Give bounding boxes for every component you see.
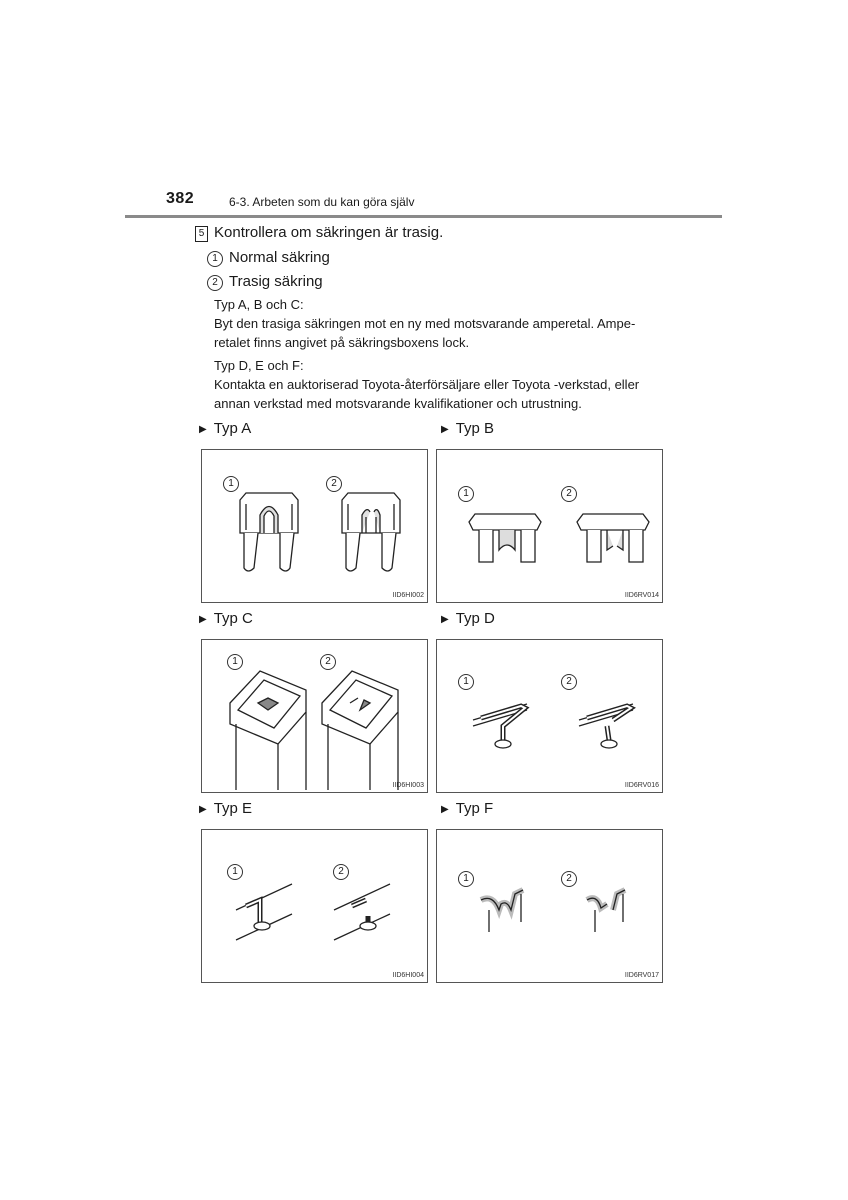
item-normal-fuse (207, 249, 330, 267)
abc-text-line2: retalet finns angivet på säkringsboxens lock. (214, 335, 470, 350)
marker-2: 2 (561, 486, 577, 502)
figure-label-typ-f (441, 800, 493, 817)
figure-code: IID6HI002 (392, 592, 424, 599)
fuse-type-a-illustration (202, 450, 429, 604)
figure-typ-e (201, 829, 428, 983)
figure-label-text: Typ A (213, 420, 252, 437)
marker-1: 1 (227, 864, 243, 880)
def-text-line1: Kontakta en auktoriserad Toyota-återförsäljare eller Toyota -verkstad, eller (214, 377, 640, 392)
step-number-box: 5 (195, 226, 208, 242)
figure-code: IID6RV017 (624, 972, 659, 979)
figure-typ-b (436, 449, 663, 603)
marker-2: 2 (207, 275, 223, 291)
abc-text-line1: Byt den trasiga säkringen mot en ny med motsvarande amperetal. Ampe- (214, 316, 636, 331)
figure-label-typ-b (441, 420, 494, 437)
fuse-type-f-illustration (437, 830, 664, 984)
triangle-bullet-icon: ▶ (441, 614, 449, 625)
fuse-type-b-illustration (437, 450, 664, 604)
figure-label-text: Typ D (455, 610, 495, 627)
abc-heading: Typ A, B och C: (214, 297, 304, 312)
triangle-bullet-icon: ▶ (199, 614, 207, 625)
marker-1: 1 (458, 674, 474, 690)
figure-typ-c (201, 639, 428, 793)
triangle-bullet-icon: ▶ (199, 424, 207, 435)
fuse-type-d-illustration (437, 640, 664, 794)
figure-label-text: Typ E (213, 800, 253, 817)
figure-label-typ-e (199, 800, 252, 817)
marker-2: 2 (320, 654, 336, 670)
item-label: Normal säkring (229, 249, 330, 266)
marker-2: 2 (333, 864, 349, 880)
figure-typ-a (201, 449, 428, 603)
page-number: 382 (166, 190, 195, 207)
figure-label-typ-d (441, 610, 495, 627)
def-heading: Typ D, E och F: (214, 358, 304, 373)
triangle-bullet-icon: ▶ (441, 424, 449, 435)
marker-1: 1 (458, 486, 474, 502)
marker-2: 2 (561, 674, 577, 690)
section-title: 6-3. Arbeten som du kan göra själv (229, 195, 415, 209)
triangle-bullet-icon: ▶ (199, 804, 207, 815)
header-rule (125, 215, 722, 218)
figure-label-text: Typ B (455, 420, 495, 437)
figure-typ-f (436, 829, 663, 983)
fuse-type-e-illustration (202, 830, 429, 984)
figure-label-text: Typ F (455, 800, 494, 817)
figure-typ-d (436, 639, 663, 793)
step-title: Kontrollera om säkringen är trasig. (214, 224, 444, 241)
item-label: Trasig säkring (229, 273, 323, 290)
figure-code: IID6RV014 (624, 592, 659, 599)
figure-label-typ-a (199, 420, 251, 437)
triangle-bullet-icon: ▶ (441, 804, 449, 815)
marker-2: 2 (326, 476, 342, 492)
item-broken-fuse (207, 273, 323, 291)
def-text-line2: annan verkstad med motsvarande kvalifikationer och utrustning. (214, 396, 582, 411)
marker-1: 1 (458, 871, 474, 887)
figure-code: IID6HI004 (392, 972, 424, 979)
marker-1: 1 (207, 251, 223, 267)
marker-1: 1 (223, 476, 239, 492)
marker-1: 1 (227, 654, 243, 670)
marker-2: 2 (561, 871, 577, 887)
figure-code: IID6HI003 (392, 782, 424, 789)
figure-code: IID6RV016 (624, 782, 659, 789)
figure-label-text: Typ C (213, 610, 253, 627)
figure-label-typ-c (199, 610, 253, 627)
